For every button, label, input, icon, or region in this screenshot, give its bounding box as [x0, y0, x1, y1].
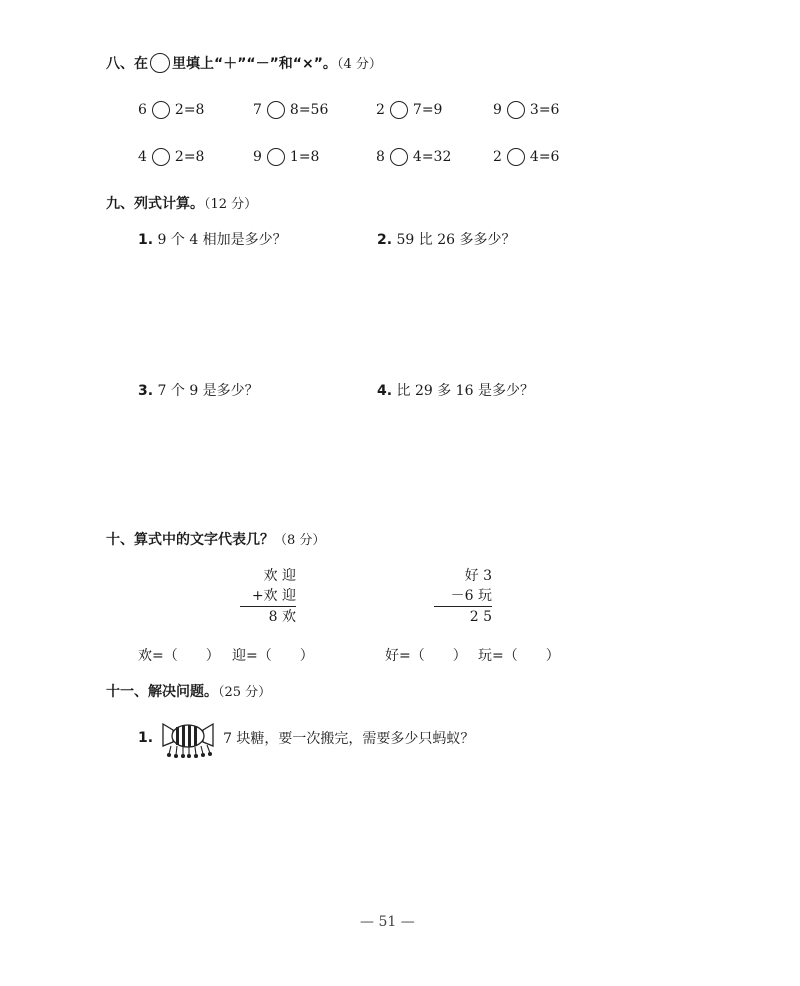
question-number: 1. — [138, 730, 154, 746]
question-9-4 — [377, 380, 534, 400]
answer-circle[interactable] — [390, 101, 408, 119]
question-11-1 — [138, 718, 474, 758]
answer-circle[interactable] — [507, 101, 525, 119]
answer-circle[interactable] — [267, 148, 285, 166]
equation-right: 7=9 — [412, 102, 443, 118]
question-text: 59 比 26 多多少？ — [396, 232, 516, 248]
equation-right: 2=8 — [174, 102, 205, 118]
equation-left: 2 — [493, 149, 502, 165]
section-8-title-b: 里填上“＋”“－”和“×”。 — [172, 56, 337, 72]
answer-wan[interactable]: 玩=（ ） — [478, 648, 560, 664]
equation-2 — [253, 101, 328, 119]
equation-left: 7 — [253, 102, 262, 118]
section-10-title — [106, 529, 325, 549]
subtrahend: －6 玩 — [434, 586, 492, 607]
section-8-title-a: 八、在 — [106, 56, 148, 72]
equation-right: 4=32 — [412, 149, 452, 165]
addend-1: 欢 迎 — [263, 568, 296, 584]
equation-7 — [376, 148, 451, 166]
equation-3 — [376, 101, 442, 119]
equation-left: 4 — [138, 149, 147, 165]
question-text: 7 块糖，要一次搬完，需要多少只蚂蚁？ — [223, 731, 475, 747]
answer-ying[interactable]: 迎=（ ） — [232, 648, 314, 664]
section-11-score: （25 分） — [218, 685, 272, 700]
circle-icon — [150, 53, 170, 73]
answer-circle[interactable] — [267, 101, 285, 119]
equation-right: 1=8 — [289, 149, 320, 165]
minuend: 好 3 — [464, 568, 492, 584]
question-9-3 — [138, 380, 259, 400]
question-number: 2. — [377, 232, 393, 248]
section-11-title-text: 十一、解决问题。 — [106, 684, 218, 700]
question-text: 9 个 4 相加是多少？ — [157, 232, 287, 248]
vertical-addition — [240, 566, 296, 627]
sum: 8 欢 — [268, 609, 296, 625]
equation-6 — [253, 148, 319, 166]
section-8-score: （4 分） — [336, 57, 382, 72]
question-9-2 — [377, 229, 516, 249]
question-9-1 — [138, 229, 287, 249]
equation-left: 9 — [493, 102, 502, 118]
vertical-subtraction — [434, 566, 492, 627]
answer-hao[interactable]: 好=（ ） — [385, 648, 467, 664]
equation-right: 3=6 — [529, 102, 560, 118]
section-10-score: （8 分） — [274, 533, 326, 548]
equation-right: 8=56 — [289, 102, 329, 118]
equation-left: 9 — [253, 149, 262, 165]
equation-1 — [138, 101, 204, 119]
answer-circle[interactable] — [152, 101, 170, 119]
difference: 2 5 — [469, 609, 492, 625]
section-9-title-text: 九、列式计算。 — [106, 196, 204, 212]
candy-ants-icon — [157, 718, 219, 758]
section-9-score: （12 分） — [204, 197, 258, 212]
page-number: — 51 — — [360, 914, 415, 930]
question-text: 7 个 9 是多少？ — [157, 383, 259, 399]
equation-right: 4=6 — [529, 149, 560, 165]
question-text: 比 29 多 16 是多少？ — [396, 383, 534, 399]
equation-left: 2 — [376, 102, 385, 118]
equation-4 — [493, 101, 559, 119]
equation-left: 6 — [138, 102, 147, 118]
equation-5 — [138, 148, 204, 166]
section-9-title — [106, 193, 257, 213]
equation-8 — [493, 148, 559, 166]
question-number: 4. — [377, 383, 393, 399]
equation-right: 2=8 — [174, 149, 205, 165]
section-10-title-text: 十、算式中的文字代表几？ — [106, 532, 274, 548]
question-number: 3. — [138, 383, 154, 399]
addend-2: +欢 迎 — [240, 586, 296, 607]
answer-circle[interactable] — [507, 148, 525, 166]
equation-left: 8 — [376, 149, 385, 165]
section-8-title — [106, 53, 382, 73]
answer-circle[interactable] — [152, 148, 170, 166]
answer-huan[interactable]: 欢=（ ） — [138, 648, 220, 664]
question-number: 1. — [138, 232, 154, 248]
answer-circle[interactable] — [390, 148, 408, 166]
section-11-title — [106, 681, 271, 701]
